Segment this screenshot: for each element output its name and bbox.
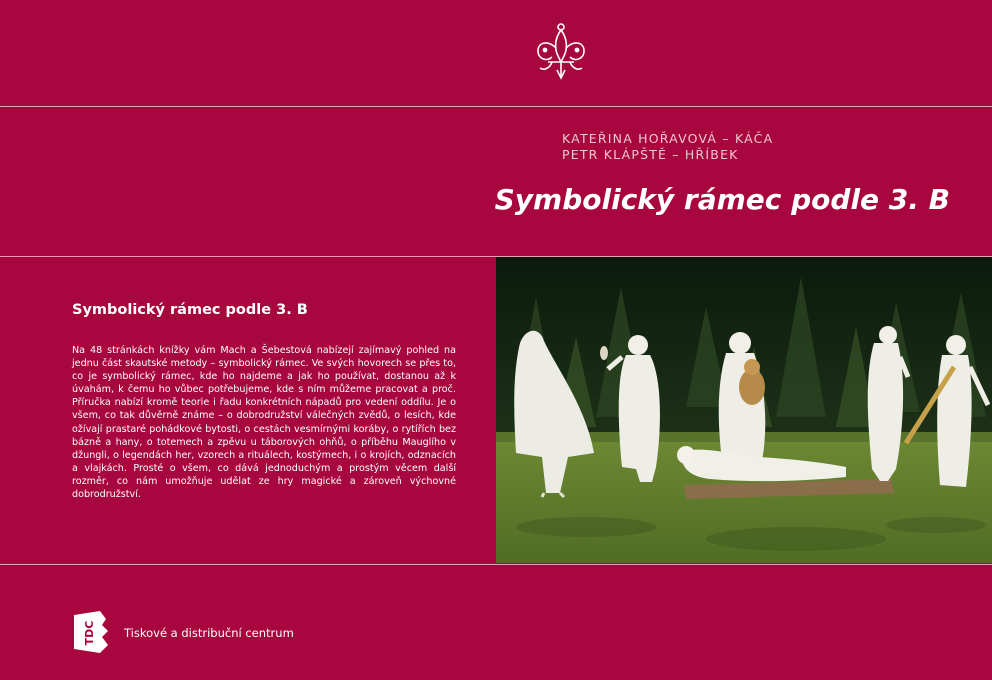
back-blurb: Na 48 stránkách knížky vám Mach a Šebestová nabízejí zajímavý pohled na jednu část skautské metody – symbolický rámec. Ve svých hovorech se přes to, co je symbolický rámec, kde ho najdeme a jak ho používat, dostanou až k úvahám, k čemu ho vůbec potřebujeme, kde s ním můžeme pracovat a proč. Příručka nabízí kromě teorie i řadu konkrétních nápadů pro vedení oddílu. Je o všem, co tak důvěrně známe – o dobrodružství válečných zvědů, o lesích, kde ožívají prastaré pohádkové bytosti, o cestách vesmírnými koráby, o rytířích bez bázně a hany, o totemech a zpěvu u táborových ohňů, o příběhu Mauglího v džungli, o legendách her, vzorech a rituálech, kostýmech, i o krojích, odznacích a vlajkách. Prosté o všem, co dává jednoduchým a prostým věcem další rozměr, co nám umožňuje udělat ze hry magické a zároveň výchovné dobrodružství. <box>72 345 456 501</box>
photo-figures-in-white-sheets-on-forest-meadow <box>496 257 992 563</box>
author-line-1: KATEŘINA HOŘAVOVÁ – KÁČA <box>562 131 774 146</box>
rule-top <box>0 106 992 107</box>
author-line-2: PETR KLÁPŠTĚ – HŘÍBEK <box>562 147 739 162</box>
cover-authors <box>562 131 773 163</box>
tdc-logo-text: TDC <box>83 620 96 646</box>
tdc-logo-icon <box>72 609 110 655</box>
cover-title: Symbolický rámec podle 3. B <box>494 183 950 216</box>
scout-lily-trefoil-icon <box>530 18 592 82</box>
publisher-name: Tiskové a distribuční centrum <box>124 626 294 640</box>
rule-bottom <box>0 564 992 565</box>
back-title: Symbolický rámec podle 3. B <box>72 302 308 318</box>
